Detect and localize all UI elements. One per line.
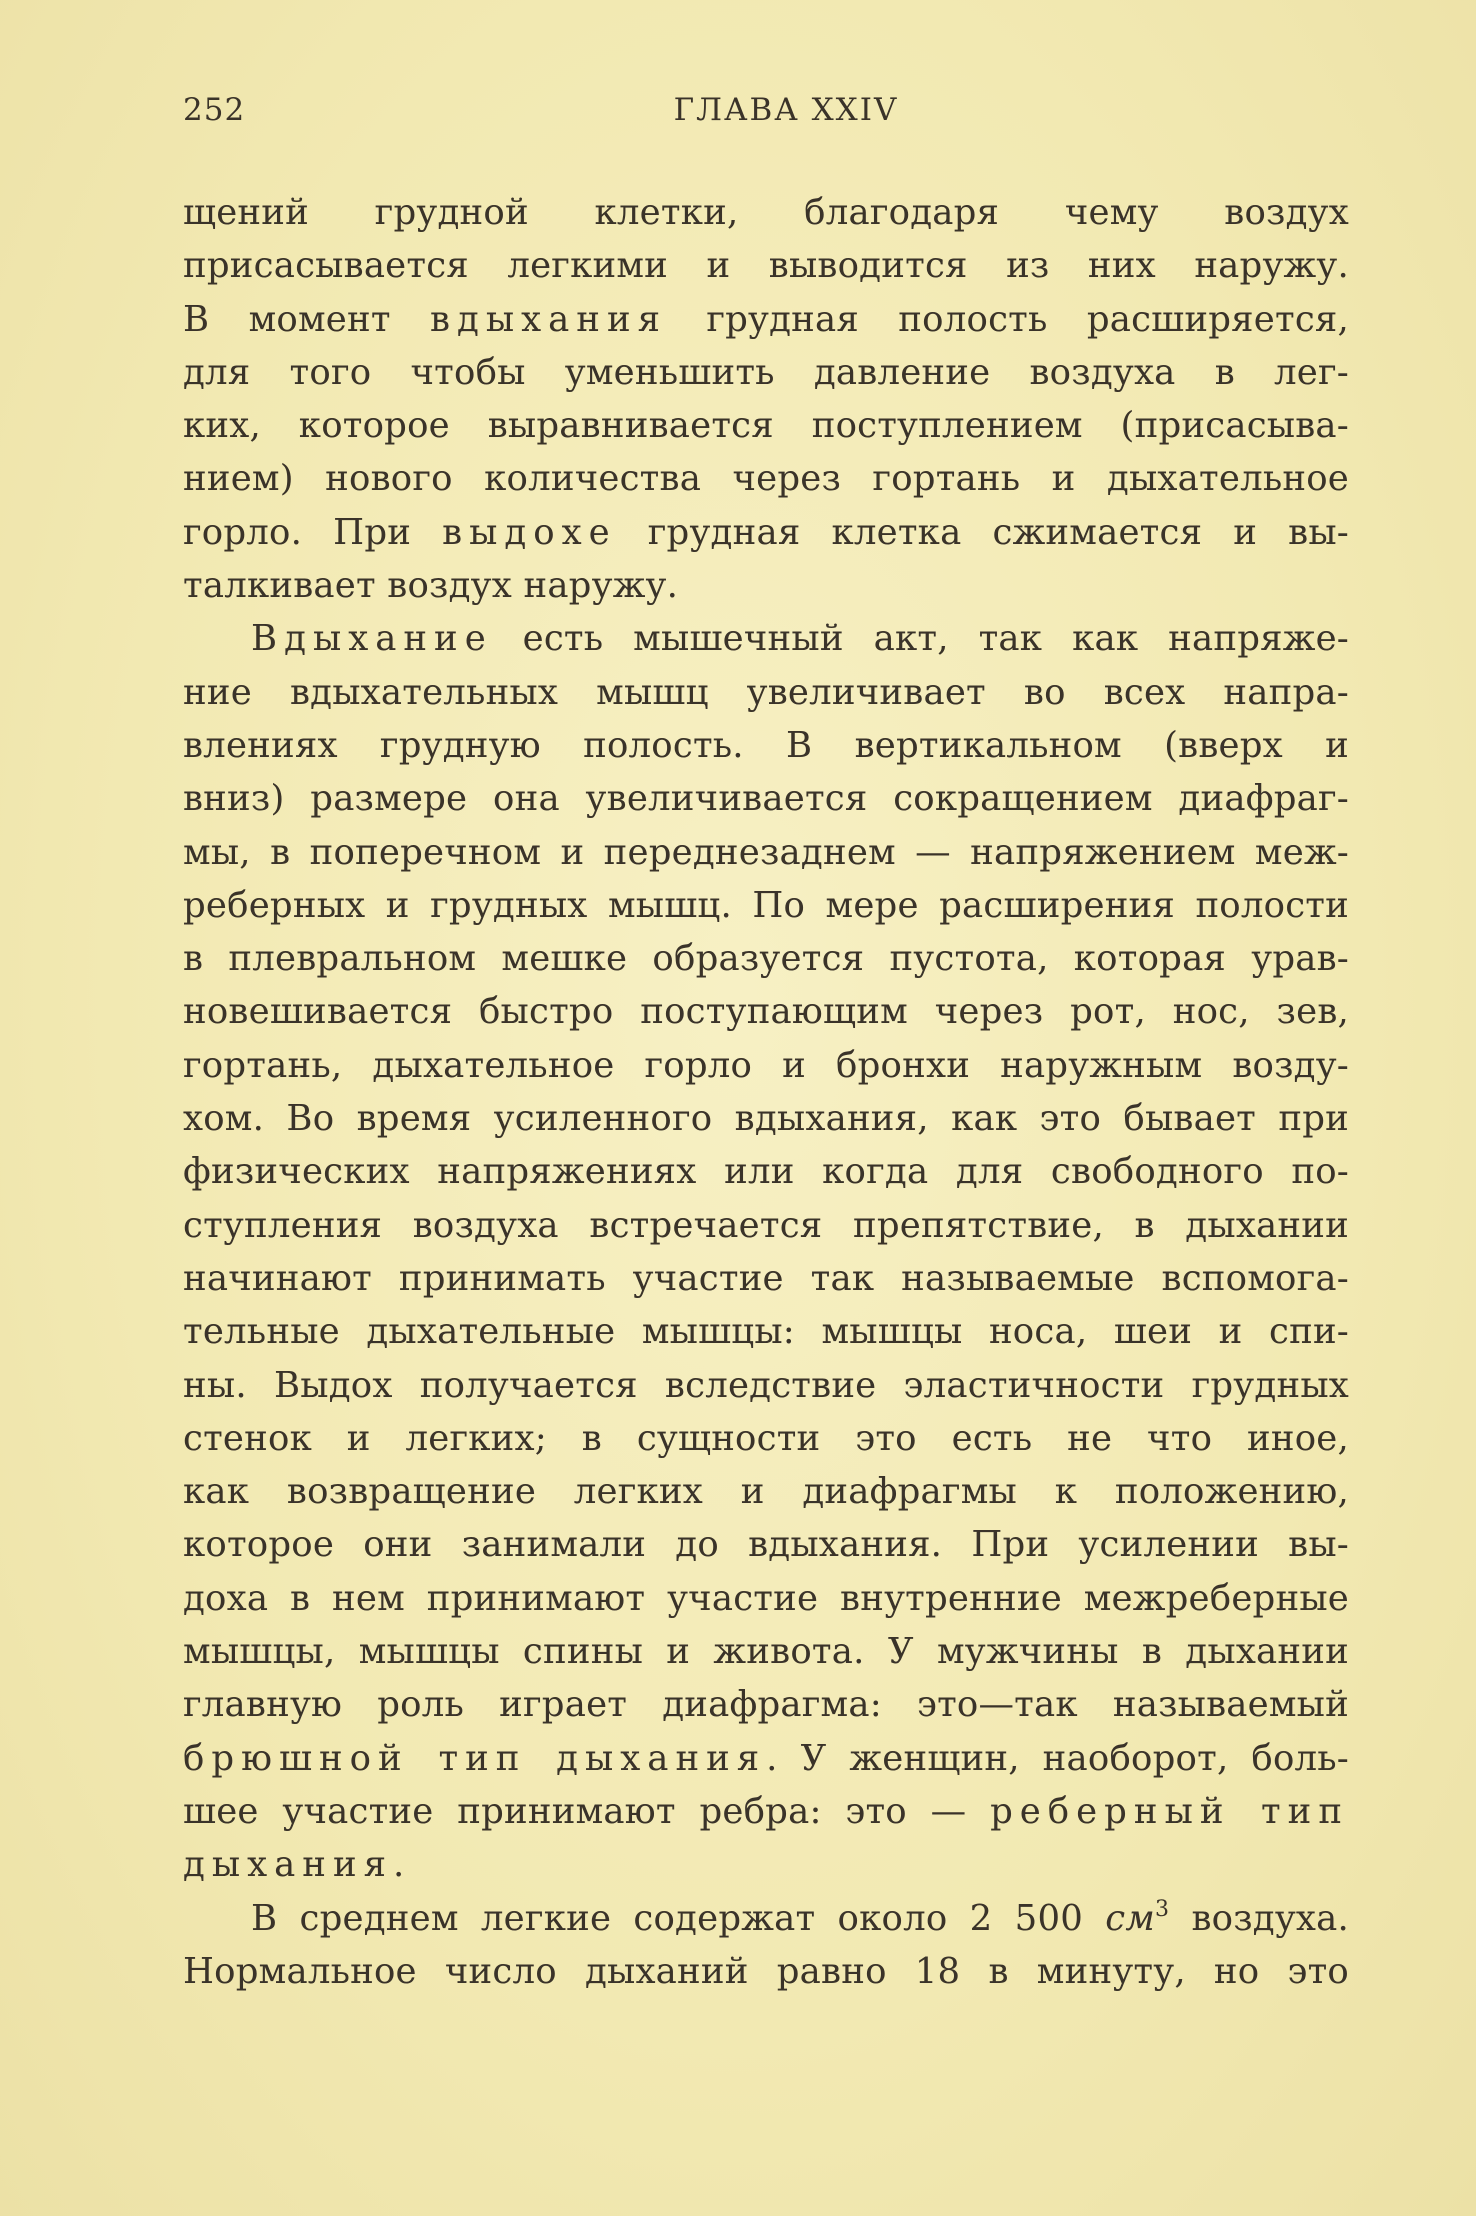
text-line: тельные дыхательные мышцы: мышцы носа, шеи и спи- — [183, 1311, 1349, 1353]
text-line — [183, 293, 1349, 346]
text-run: грудная клетка сжимается и вы- — [616, 511, 1349, 553]
text-line: мышцы, мышцы спины и живота. У мужчины в дыхании — [183, 1631, 1349, 1673]
text-line: которое они занимали до вдыхания. При усилении вы- — [183, 1524, 1349, 1566]
text-line — [183, 506, 1349, 559]
text-line: ких, которое выравнивается поступлением (присасыва- — [183, 405, 1349, 447]
text-line — [183, 612, 1349, 665]
text-line: Нормальное число дыханий равно 18 в минуту, но это — [183, 1950, 1349, 1992]
text-line: как возвращение легких и диафрагмы к положению, — [183, 1471, 1349, 1513]
spaced-term: дыхания. — [183, 1844, 412, 1886]
text-run: горло. При — [183, 511, 443, 553]
text-line: ны. Выдох получается вследствие эластичности грудных — [183, 1364, 1349, 1406]
text-line — [183, 1732, 1349, 1785]
text-run: . У женщин, наоборот, боль- — [766, 1737, 1350, 1779]
text-run: воздуха. — [1169, 1897, 1349, 1939]
text-line: влениях грудную полость. В вертикальном (вверх и — [183, 724, 1349, 766]
text-line: главную роль играет диафрагма: это—так называемый — [183, 1684, 1349, 1726]
text-run: В среднем легкие содержат около 2 500 — [251, 1897, 1106, 1939]
text-line: гортань, дыхательное горло и бронхи наружным возду- — [183, 1044, 1349, 1086]
text-run: В момент — [183, 298, 430, 340]
unit-text: см — [1105, 1897, 1155, 1939]
text-line: мы, в поперечном и переднезаднем — напряжением меж- — [183, 831, 1349, 873]
text-run: шее участие принимают ребра: это — — [183, 1790, 991, 1832]
body-text — [183, 186, 1349, 1998]
spaced-term: реберный тип — [990, 1790, 1349, 1832]
spaced-term: брюшной тип дыхания — [183, 1737, 767, 1779]
text-line — [183, 1838, 1349, 1891]
chapter-title: ГЛАВА XXIV — [673, 92, 899, 128]
text-line: щений грудной клетки, благодаря чему воздух — [183, 192, 1349, 233]
text-line: вниз) размере она увеличивается сокращением диафраг- — [183, 778, 1349, 820]
superscript: 3 — [1155, 1896, 1170, 1922]
text-line: нием) нового количества через гортань и дыхательное — [183, 458, 1349, 500]
running-header — [183, 92, 1349, 138]
text-line: доха в нем принимают участие внутренние межреберные — [183, 1577, 1349, 1619]
text-line: физических напряжениях или когда для свободного по- — [183, 1151, 1349, 1193]
text-line — [183, 1892, 1349, 1945]
text-line: ступления воздуха встречается препятствие, в дыхании — [183, 1204, 1349, 1246]
text-line: для того чтобы уменьшить давление воздуха в лег- — [183, 351, 1349, 393]
spaced-term: выдохе — [442, 511, 617, 553]
book-page — [183, 92, 1349, 1998]
text-line: ние вдыхательных мышц увеличивает во всех напра- — [183, 671, 1349, 713]
text-line: стенок и легких; в сущности это есть не что иное, — [183, 1417, 1349, 1459]
text-line: реберных и грудных мышц. По мере расширения полости — [183, 884, 1349, 926]
text-line: хом. Во время усиленного вдыхания, как это бывает при — [183, 1098, 1349, 1140]
text-line: талкивает воздух наружу. — [183, 565, 679, 607]
text-line: начинают принимать участие так называемые вспомога- — [183, 1257, 1349, 1299]
text-run: грудная полость расширяется, — [667, 298, 1349, 340]
spaced-term: Вдыхание — [251, 618, 493, 660]
page-number: 252 — [183, 92, 246, 128]
text-line — [183, 1785, 1349, 1838]
text-line: новешивается быстро поступающим через рот, нос, зев, — [183, 991, 1349, 1033]
text-line: присасывается легкими и выводится из них наружу. — [183, 245, 1349, 287]
text-line: в плевральном мешке образуется пустота, которая урав- — [183, 938, 1349, 980]
text-run: есть мышечный акт, так как напряже- — [492, 618, 1349, 660]
spaced-term: вдыхания — [430, 298, 668, 340]
